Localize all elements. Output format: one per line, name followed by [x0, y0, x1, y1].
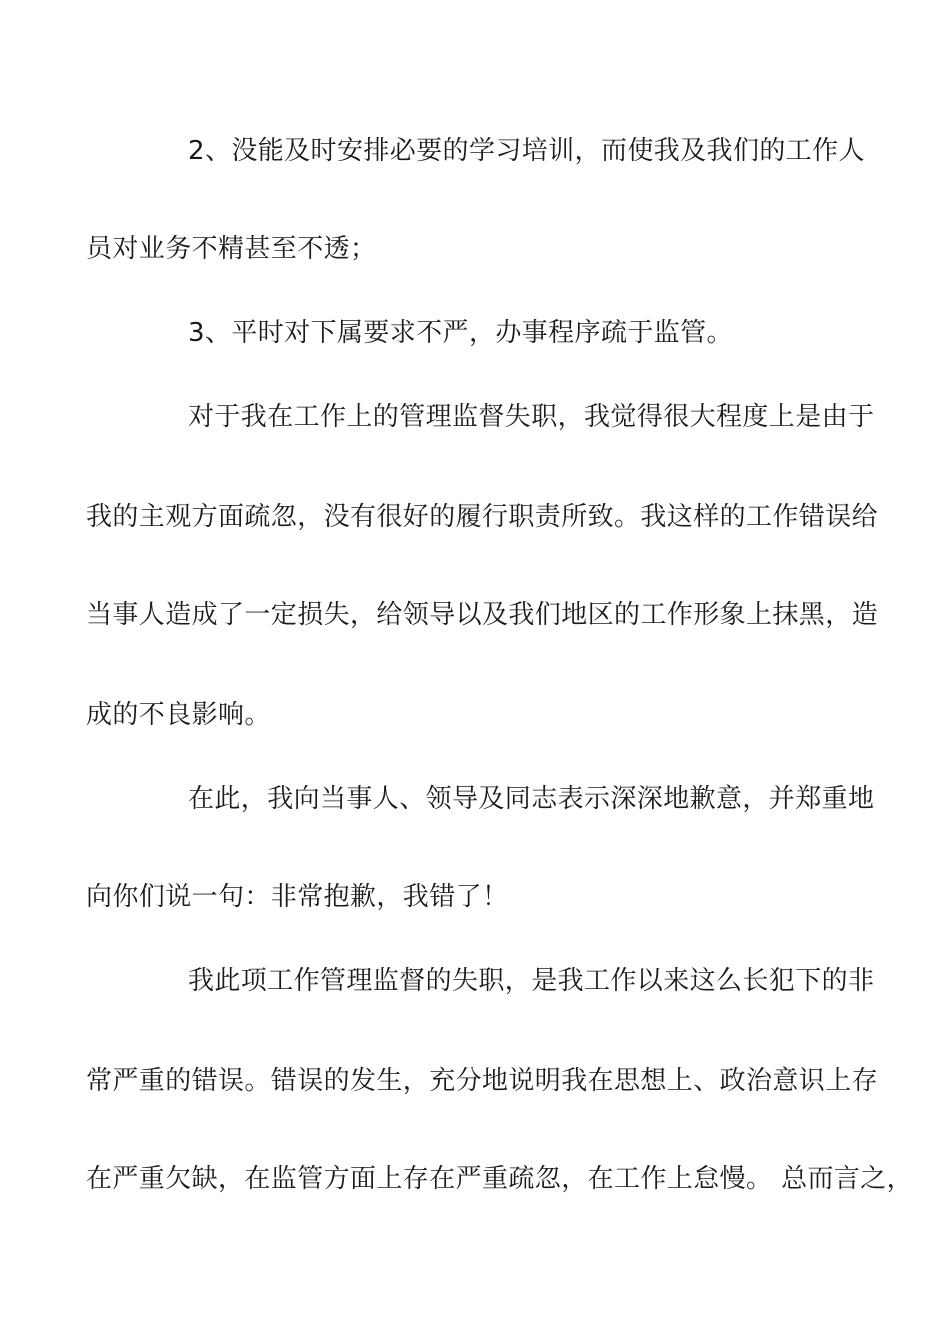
text-line: 员对业务不精甚至不透；	[86, 234, 377, 264]
text-line: 常严重的错误。错误的发生，充分地说明我在思想上、政治意识上存	[86, 1066, 879, 1096]
text-line: 我此项工作管理监督的失职，是我工作以来这么长犯下的非	[188, 966, 875, 996]
text-line: 2、没能及时安排必要的学习培训，而使我及我们的工作人	[188, 136, 865, 166]
text-line: 3、平时对下属要求不严，办事程序疏于监管。	[188, 318, 733, 348]
text-line: 对于我在工作上的管理监督失职，我觉得很大程度上是由于	[188, 402, 875, 432]
text-line: 在严重欠缺，在监管方面上存在严重疏忽，在工作上怠慢。 总而言之，	[86, 1164, 914, 1194]
text-line: 当事人造成了一定损失，给领导以及我们地区的工作形象上抹黑，造	[86, 600, 879, 630]
text-line: 我的主观方面疏忽，没有很好的履行职责所致。我这样的工作错误给	[86, 502, 879, 532]
text-line: 向你们说一句：非常抱歉，我错了！	[86, 882, 509, 912]
text-line: 成的不良影响。	[86, 700, 271, 730]
text-line: 在此，我向当事人、领导及同志表示深深地歉意，并郑重地	[188, 784, 875, 814]
